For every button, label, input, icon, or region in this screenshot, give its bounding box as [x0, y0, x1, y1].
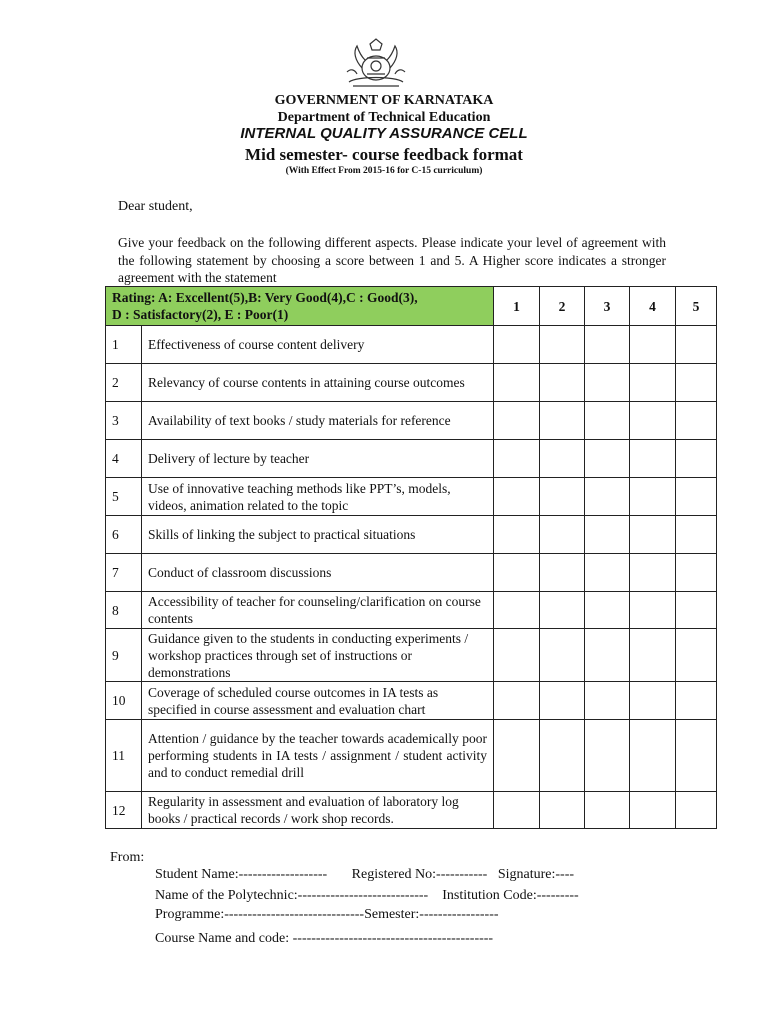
govt-heading: GOVERNMENT OF KARNATAKA [274, 93, 494, 108]
score-cell-2[interactable] [540, 554, 585, 592]
score-cell-3[interactable] [585, 592, 630, 629]
score-header-2: 2 [540, 287, 585, 326]
score-cell-3[interactable] [585, 364, 630, 402]
score-cell-2[interactable] [540, 792, 585, 829]
aspect-text: Accessibility of teacher for counseling/clarification on course contents [142, 592, 494, 629]
table-row [106, 440, 717, 478]
table-row [106, 516, 717, 554]
score-cell-1[interactable] [494, 682, 540, 720]
dept-heading: Department of Technical Education [277, 110, 491, 125]
row-number: 9 [106, 629, 142, 682]
score-cell-1[interactable] [494, 720, 540, 792]
score-cell-3[interactable] [585, 326, 630, 364]
score-cell-5[interactable] [676, 629, 717, 682]
score-cell-1[interactable] [494, 402, 540, 440]
score-cell-2[interactable] [540, 326, 585, 364]
score-cell-4[interactable] [630, 720, 676, 792]
row-number: 1 [106, 326, 142, 364]
aspect-text: Conduct of classroom discussions [142, 554, 494, 592]
student-details-line: Student Name:------------------- Registered No:----------- Signature:---- [155, 867, 575, 882]
score-cell-4[interactable] [630, 364, 676, 402]
score-cell-5[interactable] [676, 364, 717, 402]
score-cell-3[interactable] [585, 478, 630, 516]
score-cell-2[interactable] [540, 402, 585, 440]
table-row [106, 592, 717, 629]
table-row [106, 629, 717, 682]
programme-line: Programme:------------------------------Semester:----------------- [155, 907, 499, 922]
row-number: 6 [106, 516, 142, 554]
score-cell-3[interactable] [585, 440, 630, 478]
score-cell-5[interactable] [676, 516, 717, 554]
score-cell-3[interactable] [585, 682, 630, 720]
row-number: 4 [106, 440, 142, 478]
row-number: 10 [106, 682, 142, 720]
rating-line-1: Rating: A: Excellent(5),B: Very Good(4),C : Good(3), [112, 290, 418, 305]
score-cell-4[interactable] [630, 554, 676, 592]
score-cell-4[interactable] [630, 516, 676, 554]
score-header-1: 1 [494, 287, 540, 326]
score-cell-5[interactable] [676, 720, 717, 792]
score-cell-2[interactable] [540, 440, 585, 478]
score-cell-4[interactable] [630, 478, 676, 516]
score-cell-4[interactable] [630, 402, 676, 440]
page-title: Mid semester- course feedback format [245, 145, 523, 164]
score-cell-4[interactable] [630, 682, 676, 720]
row-number: 3 [106, 402, 142, 440]
aspect-text: Relevancy of course contents in attaining course outcomes [142, 364, 494, 402]
course-line: Course Name and code: ------------------------------------------- [155, 931, 494, 946]
score-cell-4[interactable] [630, 592, 676, 629]
score-cell-5[interactable] [676, 440, 717, 478]
score-cell-1[interactable] [494, 364, 540, 402]
table-row [106, 402, 717, 440]
score-cell-5[interactable] [676, 592, 717, 629]
score-cell-1[interactable] [494, 326, 540, 364]
score-cell-4[interactable] [630, 440, 676, 478]
score-cell-3[interactable] [585, 629, 630, 682]
row-number: 2 [106, 364, 142, 402]
rating-line-2: D : Satisfactory(2), E : Poor(1) [112, 307, 289, 322]
aspect-text: Delivery of lecture by teacher [142, 440, 494, 478]
score-cell-5[interactable] [676, 402, 717, 440]
rating-legend [106, 287, 494, 326]
score-cell-2[interactable] [540, 720, 585, 792]
table-row [106, 792, 717, 829]
score-cell-5[interactable] [676, 326, 717, 364]
row-number: 8 [106, 592, 142, 629]
score-cell-3[interactable] [585, 792, 630, 829]
score-header-3: 3 [585, 287, 630, 326]
aspect-text: Skills of linking the subject to practical situations [142, 516, 494, 554]
score-cell-4[interactable] [630, 792, 676, 829]
feedback-table [105, 286, 717, 829]
row-number: 11 [106, 720, 142, 792]
table-row [106, 554, 717, 592]
score-cell-5[interactable] [676, 792, 717, 829]
score-cell-2[interactable] [540, 478, 585, 516]
table-header-row [106, 287, 717, 326]
polytechnic-line: Name of the Polytechnic:---------------------------- Institution Code:--------- [155, 888, 579, 903]
aspect-text: Use of innovative teaching methods like PPT’s, models, videos, animation related to the topic [142, 478, 494, 516]
table-row [106, 720, 717, 792]
table-row [106, 682, 717, 720]
score-cell-4[interactable] [630, 629, 676, 682]
score-cell-2[interactable] [540, 364, 585, 402]
score-cell-1[interactable] [494, 440, 540, 478]
cell-heading: INTERNAL QUALITY ASSURANCE CELL [240, 125, 528, 142]
score-cell-1[interactable] [494, 516, 540, 554]
score-cell-1[interactable] [494, 792, 540, 829]
score-cell-5[interactable] [676, 478, 717, 516]
row-number: 5 [106, 478, 142, 516]
intro-paragraph: Give your feedback on the following different aspects. Please indicate your level of agreement with the following statement by choosing a score between 1 and 5. A Higher score indicates a stronger agreement with the statement [118, 235, 666, 285]
score-cell-3[interactable] [585, 720, 630, 792]
page-subtitle: (With Effect From 2015-16 for C-15 curriculum) [285, 166, 483, 176]
row-number: 7 [106, 554, 142, 592]
table-row [106, 326, 717, 364]
score-cell-1[interactable] [494, 478, 540, 516]
salutation: Dear student, [118, 199, 193, 214]
score-header-5: 5 [676, 287, 717, 326]
score-cell-1[interactable] [494, 629, 540, 682]
aspect-text: Regularity in assessment and evaluation of laboratory log books / practical records / work shop records. [142, 792, 494, 829]
aspect-text: Coverage of scheduled course outcomes in IA tests as specified in course assessment and evaluation chart [142, 682, 494, 720]
table-row [106, 478, 717, 516]
score-cell-3[interactable] [585, 402, 630, 440]
score-header-4: 4 [630, 287, 676, 326]
score-cell-2[interactable] [540, 516, 585, 554]
aspect-text: Availability of text books / study materials for reference [142, 402, 494, 440]
from-label: From: [110, 850, 145, 865]
score-cell-4[interactable] [630, 326, 676, 364]
aspect-text: Effectiveness of course content delivery [142, 326, 494, 364]
aspect-text: Guidance given to the students in conducting experiments / workshop practices through set of instructions or demonstrations [142, 629, 494, 682]
score-cell-1[interactable] [494, 592, 540, 629]
row-number: 12 [106, 792, 142, 829]
score-cell-3[interactable] [585, 554, 630, 592]
karnataka-emblem-icon [343, 38, 409, 88]
score-cell-1[interactable] [494, 554, 540, 592]
aspect-text: Attention / guidance by the teacher towards academically poor performing students in IA tests / assignment / student activity and to conduct remedial drill [142, 720, 494, 792]
score-cell-2[interactable] [540, 592, 585, 629]
score-cell-2[interactable] [540, 682, 585, 720]
score-cell-5[interactable] [676, 682, 717, 720]
table-row [106, 364, 717, 402]
score-cell-5[interactable] [676, 554, 717, 592]
score-cell-2[interactable] [540, 629, 585, 682]
score-cell-3[interactable] [585, 516, 630, 554]
